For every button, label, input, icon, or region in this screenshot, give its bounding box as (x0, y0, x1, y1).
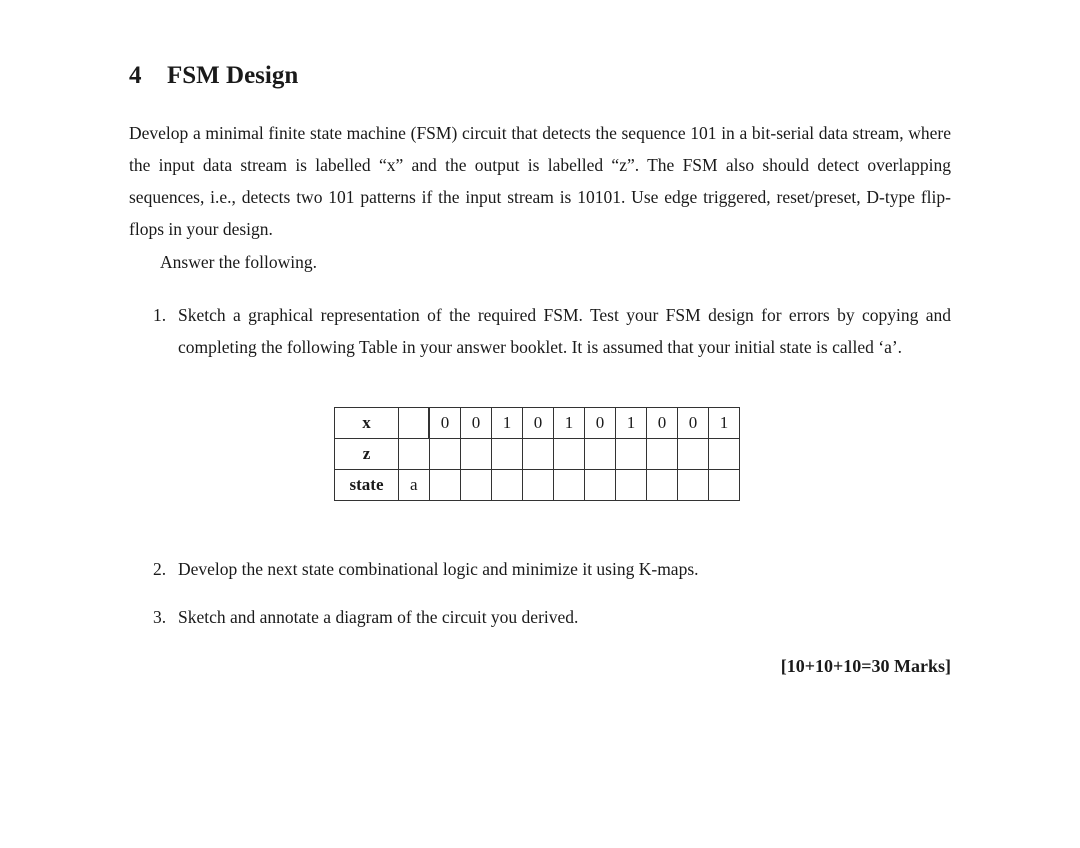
question-2-marker: 2. (153, 559, 167, 579)
state-empty-cell (461, 470, 492, 501)
z-empty-cell (429, 439, 461, 470)
z-empty-cell (616, 439, 647, 470)
state-empty-cell (678, 470, 709, 501)
question-2 (153, 553, 951, 585)
marks-total: [10+10+10=30 Marks] (780, 656, 951, 676)
question-3-marker: 3. (153, 607, 167, 627)
question-1-text: Sketch a graphical representation of the required FSM. Test your FSM design for errors by copying and completing the following Table in your answer booklet. It is assumed that your initial state is called ‘a’. (178, 305, 951, 357)
fsm-test-table (334, 407, 740, 501)
question-1 (153, 299, 951, 363)
question-1-marker: 1. (153, 305, 167, 325)
question-3 (153, 601, 951, 633)
question-2-text: Develop the next state combinational logic and minimize it using K-maps. (178, 559, 699, 579)
question-3-text: Sketch and annotate a diagram of the circuit you derived. (178, 607, 579, 627)
state-empty-cell (709, 470, 740, 501)
state-empty-cell (616, 470, 647, 501)
z-empty-cell (709, 439, 740, 470)
section-number: 4 (129, 62, 142, 89)
answer-prompt: Answer the following. (160, 252, 317, 272)
z-empty-cell (678, 439, 709, 470)
z-empty-cell (585, 439, 616, 470)
z-initial-cell (399, 439, 430, 470)
state-empty-cell (647, 470, 678, 501)
x-value-cell: 0 (678, 408, 709, 439)
state-empty-cell (429, 470, 461, 501)
row-label-x: x (335, 408, 399, 439)
x-value-cell: 0 (647, 408, 678, 439)
z-empty-cell (492, 439, 523, 470)
state-empty-cell (492, 470, 523, 501)
table-row-state (335, 470, 740, 501)
intro-paragraph: Develop a minimal finite state machine (FSM) circuit that detects the sequence 101 in a bit-serial data stream, where the input data stream is labelled “x” and the output is labelled “z”. The FSM also should detect overlapping sequences, i.e., detects two 101 patterns if the input stream is 10101. Use edge triggered, reset/preset, D-type flip-flops in your design. (129, 123, 951, 239)
table-row-x (335, 408, 740, 439)
x-value-cell: 0 (585, 408, 616, 439)
section-title: FSM Design (167, 62, 299, 89)
z-empty-cell (523, 439, 554, 470)
x-value-cell: 0 (461, 408, 492, 439)
z-empty-cell (461, 439, 492, 470)
row-label-z: z (335, 439, 399, 470)
x-value-cell: 1 (616, 408, 647, 439)
x-value-cell: 1 (492, 408, 523, 439)
table-row-z (335, 439, 740, 470)
z-empty-cell (554, 439, 585, 470)
x-value-cell: 1 (709, 408, 740, 439)
x-initial-cell (399, 408, 430, 439)
section-heading (129, 62, 298, 90)
row-label-state: state (335, 470, 399, 501)
state-empty-cell (554, 470, 585, 501)
x-value-cell: 1 (554, 408, 585, 439)
state-empty-cell (523, 470, 554, 501)
state-empty-cell (585, 470, 616, 501)
x-value-cell: 0 (523, 408, 554, 439)
z-empty-cell (647, 439, 678, 470)
x-value-cell: 0 (429, 408, 461, 439)
initial-state-cell: a (399, 470, 430, 501)
